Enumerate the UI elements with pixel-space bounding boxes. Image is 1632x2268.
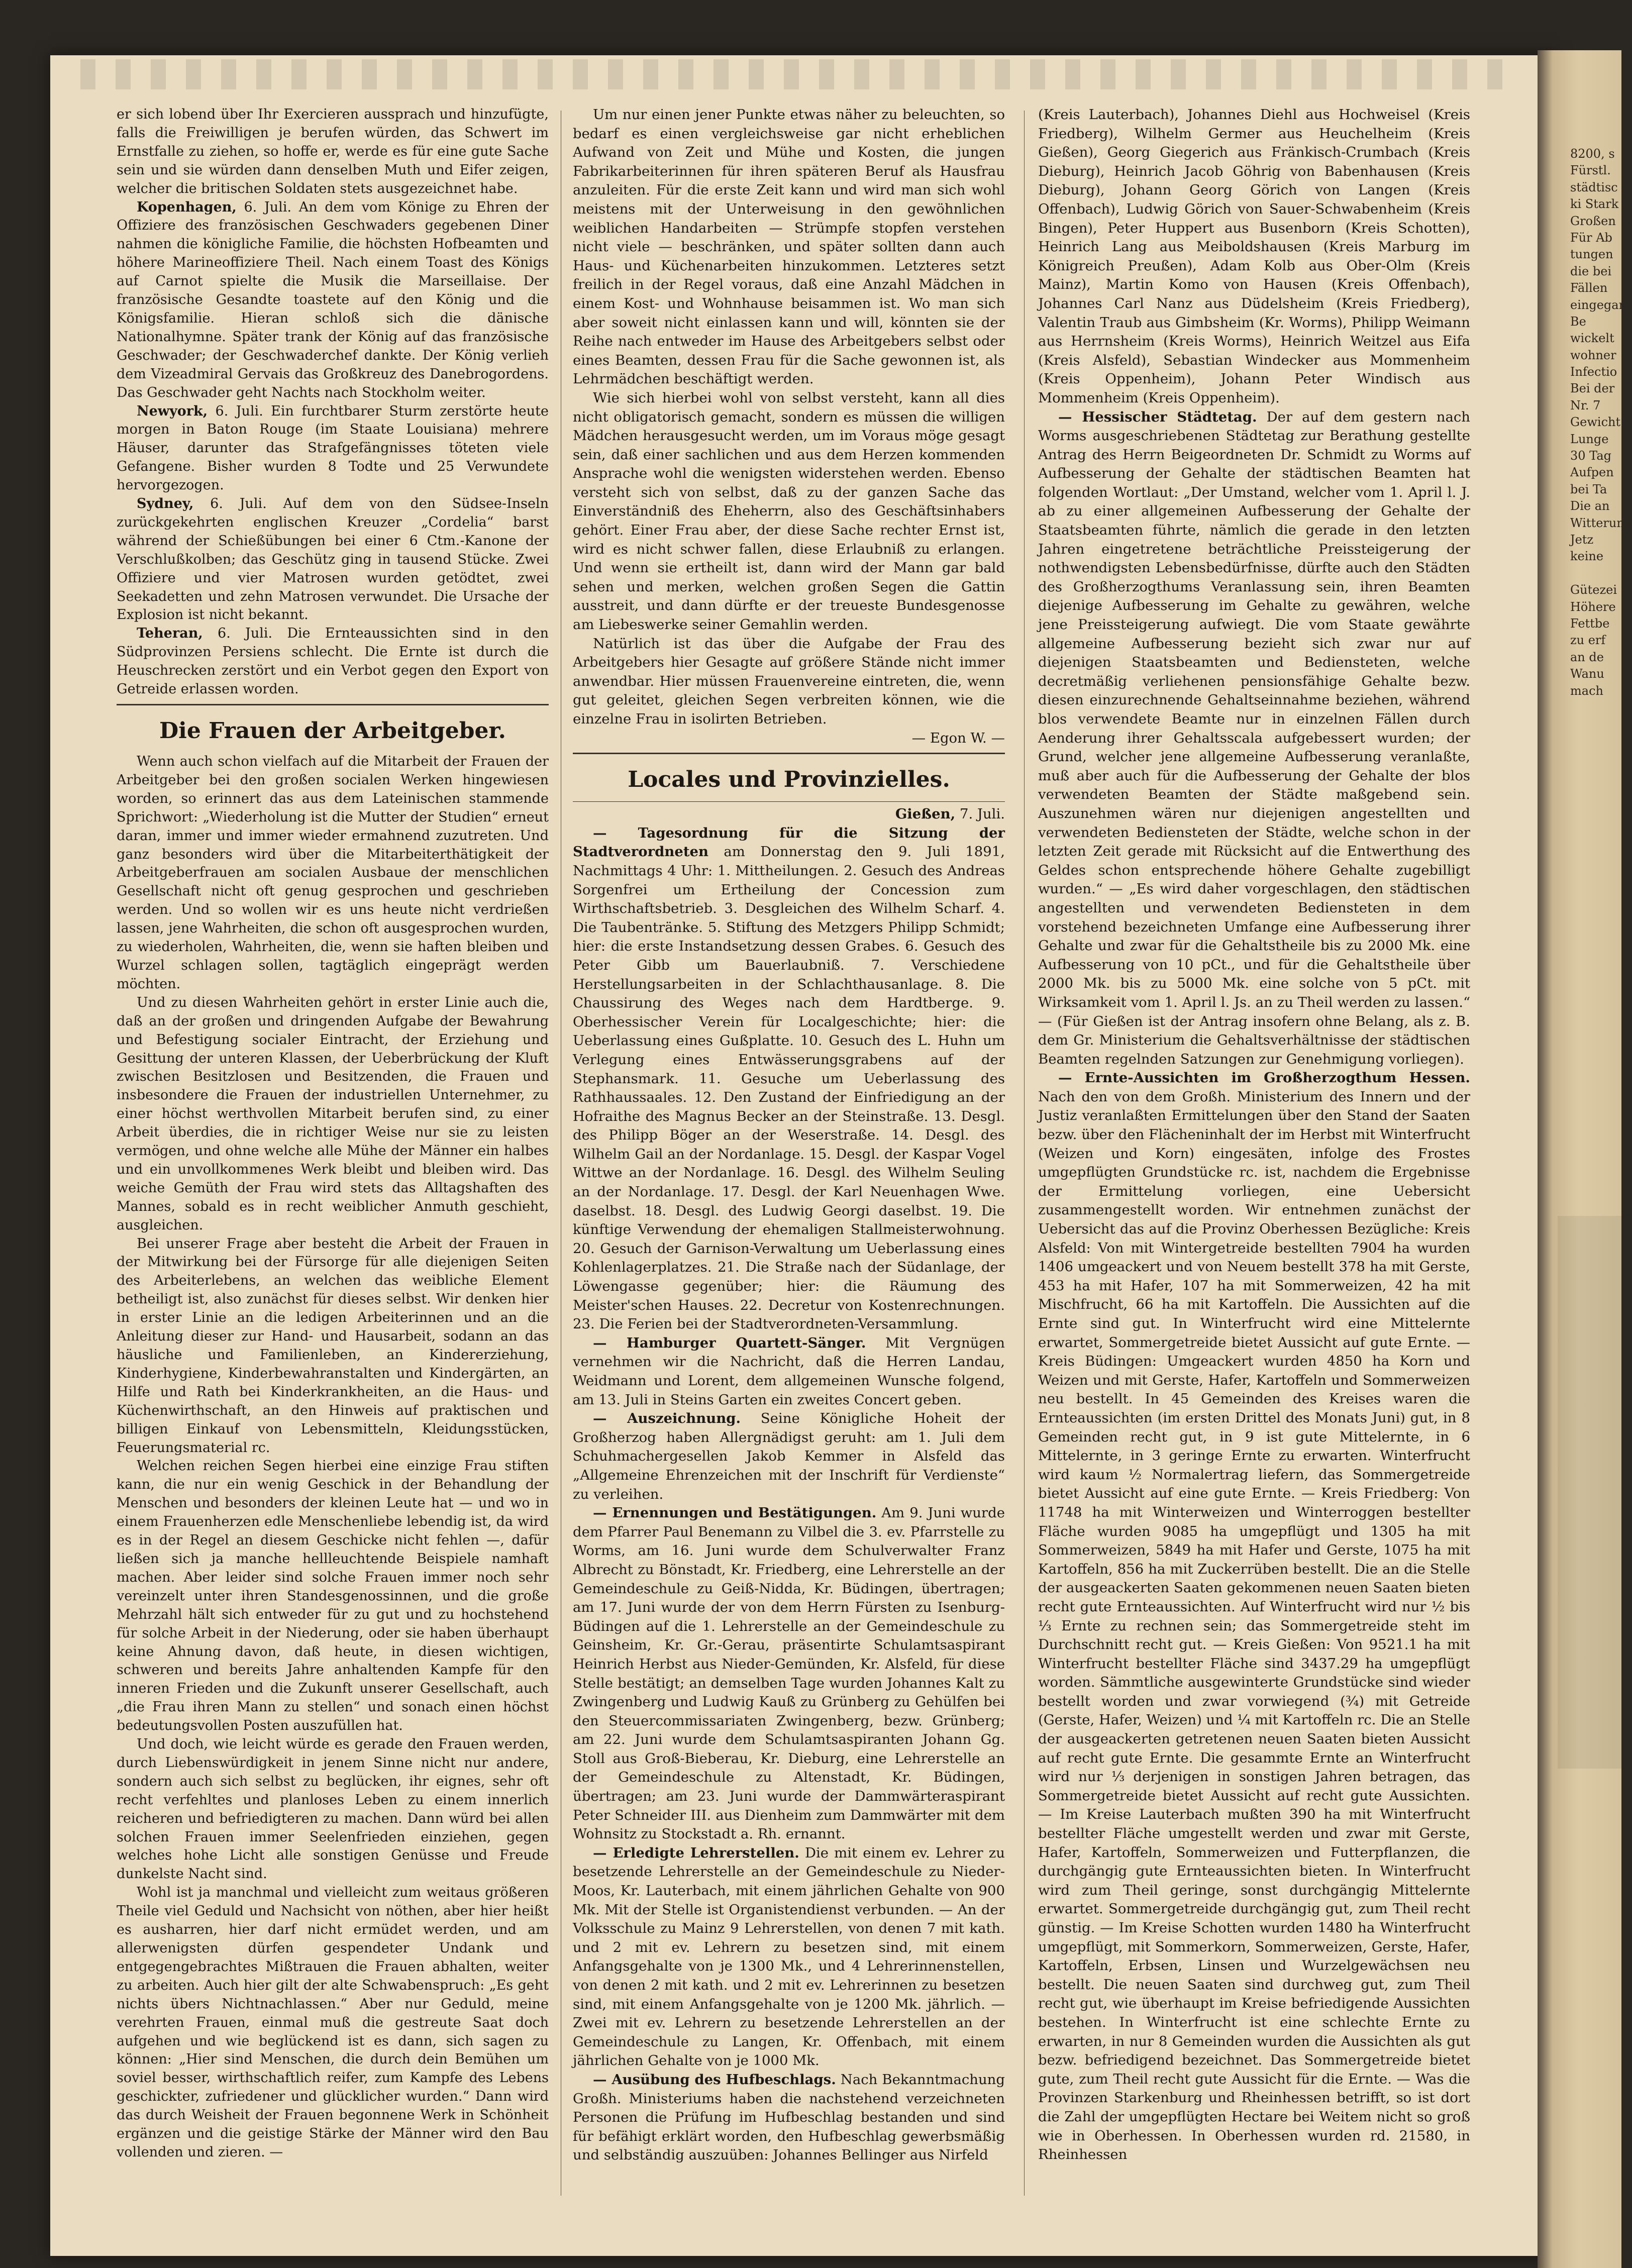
column-1 bbox=[117, 106, 549, 2162]
column-rule-2 bbox=[1024, 111, 1025, 2196]
edge-line: 8200, s bbox=[1570, 147, 1615, 161]
paragraph: Natürlich ist das über die Aufgabe der Frau des Arbeitgebers hier Gesagte auf größere Stände nicht immer anwendbar. Hier müssen Frauenvereine eintreten, die, wenn gut geleitet, gleichen Segen verbreiten können, wie die einzelne Frau in isolirten Betrieben. bbox=[573, 635, 1005, 727]
news-quartett: — Hamburger Quartett-Sänger. Mit Vergnügen vernehmen wir die Nachricht, daß die Herren Landau, Weidmann und Lorent, dem allgemeinen Wunsche folgend, am 13. Juli in Steins Garten ein zweites Concert geben. bbox=[573, 1334, 1005, 1408]
paragraph: Wenn auch schon vielfach auf die Mitarbeit der Frauen der Arbeitgeber bei den großen socialen Werken hingewiesen worden, so erinnert das aus dem Lateinischen stammende Sprichwort: „Wiederholung ist die Mutter der Studien“ erneut daran, immer und immer wieder ermahnend zuzutreten. Und ganz besonders wird über die Mitarbeiterthätigkeit der Arbeitgeberfrauen am socialen Ausbaue der menschlichen Gesellschaft nicht oft genug gesprochen und geschrieben werden. Und so wollen wir es uns heute nicht verdrießen lassen, jene Wahrheiten, die schon oft ausgesprochen wurden, zu wiederholen, Wahrheiten, die, wenn sie haften bleiben und Wurzel schlagen sollen, tagtäglich eingeprägt werden möchten. bbox=[117, 754, 549, 992]
news-staedtetag: — Hessischer Städtetag. Der auf dem gestern nach Worms ausgeschriebenen Städtetag zur Berathung gestellte Antrag des Herrn Beigeordneten Dr. Schmidt zu Worms auf Aufbesserung der Gehalte der städtischen Beamten hat folgenden Wortlaut: „Der Umstand, welcher vom 1. April l. J. ab zu einer allgemeinen Aufbesserung der Gehalte der Staatsbeamten führte, nämlich die gerade in den letzten Jahren eingetretene beträchtliche Preissteigerung der nothwendigsten Lebensbedürfnisse, dürfte auch den Städten des Großherzogthums Veranlassung sein, ihren Beamten diejenige Aufbesserung im Gehalte zu gewähren, welche jene Preissteigerung aufwiegt. Die vom Staate gewährte allgemeine Aufbesserung bezieht sich zwar nur auf diejenigen Staatsbeamten und Bediensteten, welche decretmäßig verliehenen pensionsfähige Gehalte bezw. diesen einzurechnende Gehaltseinnahme beziehen, während blos verwendete Beamte nur in einzelnen Fällen durch Aenderung ihrer Gehaltsscala aufgebessert wurden; der Grund, welcher jene allgemeine Aufbesserung veranlaßte, muß aber auch für die Aufbesserung der Gehalte der blos verwendeten Beamten der Städte maßgebend sein. Auszunehmen wären nur diejenigen angestellten und verwendeten Bediensteten der Städte, welche schon in der letzten Zeit gerade mit Rücksicht auf die Entwerthung des Geldes schon entsprechende höhere Gehalte zugebilligt wurden.“ — „Es wird daher vorgeschlagen, den städtischen angestellten und verwendeten Bediensteten in dem vorstehend bezeichneten Umfange eine Aufbesserung ihrer Gehalte und zwar für die Gehaltstheile bis zu 2000 Mk. eine Aufbesserung von 10 pCt., und für die Gehaltstheile über 2000 Mk. bis zu 5000 Mk. eine solche von 5 pCt. mit Wirksamkeit vom 1. April l. Js. an zu Theil werden zu lassen.“ — (Für Gießen ist der Antrag insofern ohne Belang, als z. B. dem Gr. Ministerium die Gehaltsverhältnisse der städtischen Beamten regelnden Satzungen zur Genehmigung vorliegen). bbox=[1038, 408, 1470, 1067]
edge-line: die bei bbox=[1570, 264, 1612, 278]
edge-line: Fällen bbox=[1570, 281, 1608, 295]
edge-line: Die an bbox=[1570, 499, 1610, 513]
paragraph: (Kreis Lauterbach), Johannes Diehl aus Hochweisel (Kreis Friedberg), Wilhelm Germer aus Heuchelheim (Kreis Gießen), Georg Giegerich aus Fränkisch-Crumbach (Kreis Dieburg), Heinrich Jacob Göhrig von Babenhausen (Kreis Dieburg), Johann Georg Görich von Langen (Kreis Offenbach), Ludwig Görich von Sauer-Schwabenheim (Kreis Bingen), Peter Huppert aus Busenborn (Kreis Schotten), Heinrich Lang aus Meiboldshausen (Kreis Marburg im Königreich Preußen), Adam Kolb aus Ober-Olm (Kreis Mainz), Martin Komo von Hausen (Kreis Offenbach), Johannes Carl Nanz aus Düdelsheim (Kreis Friedberg), Valentin Traub aus Gimbsheim (Kr. Worms), Philipp Weimann aus Herrnsheim (Kreis Worms), Heinrich Weitzel aus Eifa (Kreis Alsfeld), Sebastian Windecker aus Mommenheim (Kreis Oppenheim), Johann Peter Windisch aus Mommenheim (Kreis Oppenheim). bbox=[1038, 107, 1470, 406]
column-2 bbox=[573, 106, 1005, 2165]
paragraph: Wohl ist ja manchmal und vielleicht zum weitaus größeren Theile viel Geduld und Nachsicht von nöthen, aber hier heißt es ausharren, hier darf nicht ermüdet werden, und am allerwenigsten dürfen gespendeter Undank und entgegengebrachtes Mißtrauen die Frauen abhalten, weiter zu arbeiten. Auch hier gilt der alte Schwabenspruch: „Es geht nichts übers Nichtnachlassen.“ Aber nur Geduld, meine verehrten Frauen, einmal muß die gestreute Saat doch aufgehen und wie beglückend ist es dann, sich sagen zu können: „Hier sind Menschen, die durch dein Bemühen um soviel besser, wirthschaftlich reifer, zum Kampfe des Lebens geschickter, zufriedener und glücklicher wurden.“ Dann wird das durch Weisheit der Frauen begonnene Werk in Schönheit ergänzen und die geistige Stärke der Männer wird den Bau vollenden und zieren. — bbox=[117, 1885, 549, 2160]
edge-line: Gütezei bbox=[1570, 583, 1617, 597]
edge-line: bei Ta bbox=[1570, 482, 1607, 496]
edge-line: Be bbox=[1570, 314, 1586, 329]
edge-line: wohner bbox=[1570, 348, 1616, 362]
edge-line: keine bbox=[1570, 549, 1604, 564]
edge-line: Fürstl. bbox=[1570, 163, 1611, 178]
news-auszeichnung: — Auszeichnung. Seine Königliche Hoheit der Großherzog haben Allergnädigst geruht: am 1. Juli dem Schuhmachergesellen Jakob Kemmer in Alsfeld das „Allgemeine Ehrenzeichen mit der Inschrift für Verdienste“ zu verleihen. bbox=[573, 1410, 1005, 1502]
edge-line: eingegan bbox=[1570, 297, 1627, 312]
edge-line: Bei der bbox=[1570, 381, 1615, 396]
dateline: Gießen, 7. Juli. bbox=[895, 806, 1005, 822]
edge-line: Aufpen bbox=[1570, 465, 1614, 480]
paragraph: Und zu diesen Wahrheiten gehört in erster Linie auch die, daß an der großen und dringenden Aufgabe der Bewahrung und Befestigung socialer Eintracht, der Erziehung und Gesittung der unteren Klassen, der Ueberbrückung der Kluft zwischen Besitzlosen und Besitzenden, die Frauen und insbesondere die Frauen der industriellen Unternehmer, zu einer höchst werthvollen Mitarbeit berufen sind, zu einer Arbeit überdies, die in richtiger Weise nur sie zu leisten vermögen, und ohne welche alle Mühe der Männer ein halbes und ein unvollkommenes Werk bleibt und bleiben wird. Das weiche Gemüth der Frau wird stets das Alltagshaften des Mannes, sobald es in recht weiblicher Anmuth geschieht, ausgleichen. bbox=[117, 994, 549, 1233]
adjacent-page-fragments bbox=[1570, 146, 1632, 699]
edge-line: Infectio bbox=[1570, 365, 1617, 379]
news-tagesordnung: — Tagesordnung für die Sitzung der Stadtverordneten am Donnerstag den 9. Juli 1891, Nachmittags 4 Uhr: 1. Mittheilungen. 2. Gesuch des Andreas Sorgenfrei um Ertheilung der Concession zum Wirthschaftsbetrieb. 3. Desgleichen des Wilhelm Scharf. 4. Die Taubentränke. 5. Stiftung des Metzgers Philipp Schmidt; hier: die erste Instandsetzung dessen Grabes. 6. Gesuch des Peter Gibb um Bauerlaubniß. 7. Verschiedene Herstellungsarbeiten in der Schlachthausanlage. 8. Die Chaussirung des Weges nach dem Hardtberge. 9. Oberhessischer Verein für Localgeschichte; hier: die Ueberlassung eines Gußplatte. 10. Gesuch des L. Huhn um Verlegung eines Entwässerungsgrabens auf der Stephansmark. 11. Gesuche um Ueberlassung des Rathhaussaales. 12. Den Zustand der Einfriedigung an der Hofraithe des Magnus Becker an der Steinstraße. 13. Desgl. des Philipp Böger an der Weserstraße. 14. Desgl. des Wilhelm Gail an der Nordanlage. 15. Desgl. der Kaspar Vogel Wittwe an der Nordanlage. 16. Desgl. des Wilhelm Seuling an der Nordanlage. 17. Desgl. der Karl Neuenhagen Wwe. daselbst. 18. Desgl. des Ludwig Georgi daselbst. 19. Die künftige Verwendung der ehemaligen Stallmeisterwohnung. 20. Gesuch der Garnison-Verwaltung um Ueberlassung eines Kohlenlagerplatzes. 21. Die Straße nach der Südanlage, der Löwengasse gegenüber; hier: die Räumung des Meister'schen Hauses. 22. Decretur von Kostenrechnungen. 23. Die Ferien bei der Stadtverordneten-Versammlung. bbox=[573, 824, 1005, 1332]
column-3 bbox=[1038, 106, 1470, 2164]
section-heading-locales: Locales und Provinzielles. bbox=[628, 767, 950, 793]
edge-line: Höhere bbox=[1570, 599, 1616, 614]
news-hufbeschlag: — Ausübung des Hufbeschlags. Nach Bekanntmachung Großh. Ministeriums haben die nachstehend verzeichneten Personen die Prüfung im Hufbeschlag bestanden und sind für befähigt erklärt worden, den Hufbeschlag gewerbsmäßig und selbständig auszuüben: Johannes Bellinger aus Nirfeld bbox=[573, 2071, 1005, 2163]
edge-line: Wanu bbox=[1570, 667, 1604, 681]
edge-line: Nr. 7 bbox=[1570, 398, 1601, 413]
article-heading-frauen: Die Frauen der Arbeitgeber. bbox=[159, 718, 506, 744]
news-newyork: Newyork, 6. Juli. Ein furchtbarer Sturm zerstörte heute morgen in Baton Rouge (im Staate Louisiana) mehrere Häuser, darunter das Strafgefängnisses töteten viele Gefangene. Bisher wurden 8 Todte und 25 Verwundete hervorgezogen. bbox=[117, 403, 549, 493]
paragraph: Wie sich hierbei wohl von selbst versteht, kann all dies nicht obligatorisch gemacht, sondern es müssen die willigen Mädchen herausgesucht werden, um im Voraus möge gesagt sein, daß einer sachlichen und aus dem Herzen kommenden Ansprache wohl die wenigsten widerstehen werden. Ebenso versteht sich von selbst, daß zu der ganzen Sache das Einverständniß des Eheherrn, also des Geschäftsinhabers gehört. Einer Frau aber, der diese Sache rechter Ernst ist, wird es nicht schwer fallen, diese Erlaubniß zu erlangen. Und wenn sie ertheilt ist, dann wird der Mann gar bald sehen und merken, welchen großen Segen die Gattin ausstreit, und dann dürfte er der treueste Bundesgenosse am Liebeswerke seiner Gemahlin werden. bbox=[573, 389, 1005, 633]
edge-line: ki Stark bbox=[1570, 197, 1619, 212]
faded-header bbox=[80, 59, 1522, 89]
edge-line: Witterung bbox=[1570, 516, 1632, 530]
news-copenhagen: Kopenhagen, 6. Juli. An dem vom Könige zu Ehren der Offiziere des französischen Geschwaders gegebenen Diner nahmen die königliche Familie, die höchsten Hofbeamten und höhere Marineoffiziere Theil. Nach einem Toast des Königs auf Carnot spielte die Musik die Marseillaise. Der französische Gesandte toastete auf den König und die Königsfamilie. Hieran schloß sich die dänische Nationalhymne. Später trank der König auf das französische Geschwader; der Geschwaderchef dankte. Der König verlieh dem Vizeadmiral Gervais das Großkreuz des Danebrogordens. Das Geschwader geht Nachts nach Stockholm weiter. bbox=[117, 199, 549, 400]
edge-line: wickelt bbox=[1570, 331, 1614, 346]
paragraph: Um nur einen jener Punkte etwas näher zu beleuchten, so bedarf es einen vergleichsweise gar nicht erheblichen Aufwand von Zeit und Mühe und Kosten, die jungen Fabrikarbeiterinnen für ihren späteren Beruf als Hausfrau anzuleiten. Für die erste Zeit kann und wird man sich wohl meistens mit der Unterweisung in den gewöhnlichen weiblichen Handarbeiten — Strümpfe stopfen verstehen nicht viele — beschränken, und später sollten dann auch Haus- und Küchenarbeiten hinzukommen. Letzteres setzt freilich in der Regel voraus, daß eine Anzahl Mädchen in einem Kost- und Wohnhause beisammen ist. Wo man sich aber soweit nicht einlassen kann und will, könnten sie der Reihe nach entweder im Hause des Arbeitgebers selbst oder eines Beamten, dessen Frau für die Sache gewonnen ist, als Lehrmädchen beschäftigt werden. bbox=[573, 107, 1005, 387]
news-teheran: Teheran, 6. Juli. Die Ernteaussichten sind in den Südprovinzen Persiens schlecht. Die Ernte ist durch die Heuschrecken zerstört und ein Verbot gegen den Export von Getreide erlassen worden. bbox=[117, 626, 549, 697]
edge-line: Großen bbox=[1570, 214, 1616, 228]
article-continuation: er sich lobend über Ihr Exercieren aussprach und hinzufügte, falls die Freiwilligen je berufen würden, das Schwert im Ernstfalle zu ziehen, so hoffe er, werde es für eine gute Sache sein und sie würden dann denselben Muth und Eifer zeigen, welcher die britischen Soldaten stets ausgezeichnet habe. bbox=[117, 107, 549, 196]
news-lehrerstellen: — Erledigte Lehrerstellen. Die mit einem ev. Lehrer zu besetzende Lehrerstelle an der Gemeindeschule zu Nieder-Moos, Kr. Lauterbach, mit einem jährlichen Gehalte von 900 Mk. Mit der Stelle ist Organistendienst verbunden. — An der Volksschule zu Mainz 9 Lehrerstellen, von denen 7 mit kath. und 2 mit ev. Lehrern zu besetzen sind, mit einem Anfangsgehalte von je 1300 Mk., und 4 Lehrerinnenstellen, von denen 2 mit kath. und 2 mit ev. Lehrerinnen zu besetzen sind, mit einem Anfangsgehalte von je 1200 Mk. jährlich. — Zwei mit ev. Lehrern zu besetzende Lehrerstellen an der Gemeindeschule zu Langen, Kr. Offenbach, mit einem jährlichen Gehalte von je 1000 Mk. bbox=[573, 1844, 1005, 2069]
edge-line: tungen bbox=[1570, 247, 1613, 262]
news-ernteaussichten: — Ernte-Aussichten im Großherzogthum Hessen. Nach den von dem Großh. Ministerium des Innern und der Justiz veranlaßten Ermittelungen über den Stand der Saaten bezw. über den Flächeninhalt der im Herbst mit Winterfrucht (Weizen und Korn) eingesäten, infolge des Frostes umgepflügten Grundstücke rc. ist, nachdem die Ergebnisse der Ermittelung vorliegen, eine Uebersicht zusammengestellt worden. Wir entnehmen zunächst der Uebersicht das auf die Provinz Oberhessen Bezügliche: Kreis Alsfeld: Von mit Wintergetreide bestellten 7904 ha wurden 1406 umgeackert und von Neuem bestellt 378 ha mit Gerste, 453 ha mit Hafer, 107 ha mit Sommerweizen, 42 ha mit Mischfrucht, 66 ha mit Kartoffeln. Die Aussichten auf die Ernte sind gut. In Winterfrucht wird eine Mittelernte erwartet, Sommergetreide bietet Aussicht auf gute Ernte. — Kreis Büdingen: Umgeackert wurden 4850 ha Korn und Weizen und mit Gerste, Hafer, Kartoffeln und Sommerweizen neu bestellt. In 45 Gemeinden des Kreises waren die Ernteaussichten (im ersten Drittel des Monats Juni) gut, in 8 Gemeinden recht gut, in 9 ist gute Mittelernte, in 6 Mittelernte, in 3 geringe Ernte zu erwarten. Winterfrucht wird kaum ½ Normalertrag liefern, das Sommergetreide bietet Aussicht auf eine gute Ernte. — Kreis Friedberg: Von 11748 ha mit Winterweizen und Winterroggen bestellter Fläche wurden 9085 ha umgepflügt und 1305 ha mit Sommerweizen, 5849 ha mit Hafer und Gerste, 1075 ha mit Kartoffeln, 856 ha mit Zuckerrüben bestellt. Die an die Stelle der ausgeackerten Saaten gekommenen neuen Saaten bieten recht gute Ernteaussichten. Auf Winterfrucht wird nur ½ bis ⅓ Ernte zu rechnen sein; das Sommergetreide steht im Durchschnitt recht gut. — Kreis Gießen: Von 9521.1 ha mit Winterfrucht bestellter Fläche sind 3437.29 ha umgepflügt worden. Sämmtliche ausgewinterte Grundstücke sind wieder bestellt worden und zwar vorwiegend (¾) mit Getreide (Gerste, Hafer, Weizen) und ¼ mit Kartoffeln rc. Die an Stelle der ausgeackerten getretenen neuen Saaten bieten Aussicht auf recht gute Ernte. Die gesammte Ernte an Winterfrucht wird nur ⅓ derjenigen in sonstigen Jahren betragen, das Sommergetreide bietet Aussicht auf recht gute Aussichten. — Im Kreise Lauterbach mußten 390 ha mit Winterfrucht bestellter Fläche umgestellt werden und zwar mit Gerste, Hafer, Kartoffeln, Sommerweizen und Futterpflanzen, die durchgängig gute Ernteaussichten bieten. In Winterfrucht wird zum Theil geringe, sonst durchgängig Mittelernte erwartet. Sommergetreide durchgängig gut, zum Theil recht günstig. — Im Kreise Schotten wurden 1480 ha Winterfrucht umgepflügt, mit Sommerkorn, Sommerweizen, Gerste, Hafer, Kartoffeln, Erbsen, Linsen und Wurzelgewächsen neu bestellt. Die neuen Saaten sind durchweg gut, zum Theil recht gut, wie überhaupt im Kreise befriedigende Aussichten bestehen. In Winterfrucht ist eine schlechte Ernte zu erwarten, in nur 8 Gemeinden wurden die Aussichten als gut bezw. befriedigend bezeichnet. Das Sommergetreide bietet gute, zum Theil recht gute Aussicht für die Ernte. — Was die Provinzen Starkenburg und Rheinhessen betrifft, so ist dort die Zahl der umgepflügten Hectare bei Weitem nicht so groß wie in Oberhessen. In Oberhessen wurden rd. 21580, in Rheinhessen bbox=[1038, 1070, 1470, 2163]
edge-line: Für Ab bbox=[1570, 230, 1612, 245]
edge-line: mach bbox=[1570, 683, 1603, 698]
news-ernennungen: — Ernennungen und Bestätigungen. Am 9. Juni wurde dem Pfarrer Paul Benemann zu Vilbel die 3. ev. Pfarrstelle zu Worms, am 16. Juni wurde dem Schulverwalter Franz Albrecht zu Bönstadt, Kr. Friedberg, eine Lehrerstelle an der Gemeindeschule zu Geiß-Nidda, Kr. Büdingen, übertragen; am 17. Juni wurde der von dem Herrn Fürsten zu Isenburg-Büdingen auf die 1. Lehrerstelle an der Gemeindeschule zu Geinsheim, Kr. Gr.-Gerau, präsentirte Schulamtsaspirant Heinrich Herbst aus Nieder-Gemünden, Kr. Alsfeld, für diese Stelle bestätigt; an demselben Tage wurden Johannes Kalt zu Zwingenberg und Ludwig Kauß zu Grünberg zu Gehülfen bei den Steuercommissariaten Zwingenberg, bezw. Grünberg; am 22. Juni wurde dem Schulamtsaspiranten Johann Gg. Stoll aus Groß-Bieberau, Kr. Dieburg, eine Lehrerstelle an der Gemeindeschule zu Altenstadt, Kr. Büdingen, übertragen; am 23. Juni wurde der Dammwärteraspirant Peter Schneider III. aus Dienheim zum Dammwärter mit dem Wohnsitz zu Stockstadt a. Rh. ernannt. bbox=[573, 1505, 1005, 1842]
edge-line: Gewicht bbox=[1570, 415, 1621, 430]
paragraph: Bei unserer Frage aber besteht die Arbeit der Frauen in der Mitwirkung bei der Fürsorge für alle diejenigen Seiten des Arbeiterlebens, an welchen das weibliche Element betheiligt ist, also zunächst für dieses selbst. Wir denken hier in erster Linie an die ledigen Arbeiterinnen und an die Anleitung dieser zur Hand- und Hausarbeit, sodann an das häusliche und Familienleben, an Kindererziehung, Kinderhygiene, Kinderbewahranstalten und Kindergärten, an Hilfe und Rath bei Kinderkrankheiten, an die Haus- und Küchenwirthschaft, an den Hinweis auf praktischen und billigen Einkauf von Lebensmitteln, Kleidungsstücken, Feuerungsmaterial rc. bbox=[117, 1235, 549, 1456]
edge-line: Lunge bbox=[1570, 432, 1609, 446]
edge-line: städtisc bbox=[1570, 180, 1618, 194]
author-signature: — Egon W. — bbox=[911, 730, 1005, 746]
edge-line: an de bbox=[1570, 650, 1604, 664]
paragraph: Welchen reichen Segen hierbei eine einzige Frau stiften kann, die nur ein wenig Geschick in der Behandlung der Menschen und besonders der kleinen Leute hat — und wo in einem Frauenherzen edle Menschenliebe lebendig ist, da wird es in der Regel an diesem Geschicke nicht fehlen —, dafür ließen sich ja manche hellleuchtende Beispiele namhaft machen. Aber leider sind solche Frauen immer noch sehr vereinzelt unter ihren Standesgenossinnen, und die große Mehrzahl hält sich entweder für zu gut und zu hochstehend für solche Arbeit in der Niederung, oder sie haben überhaupt keine Ahnung davon, daß heute, in diesen wichtigen, schweren und bereits Jahre anhaltenden Kampfe für den inneren Frieden und die Zukunft unserer Gesellschaft, auch „die Frau ihren Mann zu stellen“ und sonach einen höchst bedeutungsvollen Posten auszufüllen hat. bbox=[117, 1458, 549, 1734]
news-sydney: Sydney, 6. Juli. Auf dem von den Südsee-Inseln zurückgekehrten englischen Kreuzer „Cordelia“ barst während der Schießübungen bei einer 6 Ctm.-Kanone der Verschlußkolben; das Geschütz ging in tausend Stücke. Zwei Offiziere und vier Matrosen wurden getödtet, zwei Seekadetten und zehn Matrosen verwundet. Die Ursache der Explosion ist nicht bekannt. bbox=[117, 496, 549, 623]
edge-line: zu erf bbox=[1570, 633, 1606, 648]
edge-line bbox=[1570, 565, 1620, 582]
paragraph: Und doch, wie leicht würde es gerade den Frauen werden, durch Liebenswürdigkeit in jenem Sinne nicht nur andere, sondern auch sich selbst zu beglücken, ihr eignes, sehr oft recht verfehltes und planloses Leben zu einem innerlich reicheren und befriedigteren zu machen. Dann würd bei allen solchen Frauen immer Seelenfrieden einziehen, gegen welches hohe Licht alle sonstigen Genüsse und Freude dunkelste Nacht sind. bbox=[117, 1736, 549, 1882]
edge-line: Jetz bbox=[1570, 532, 1594, 547]
edge-line: Fettbe bbox=[1570, 616, 1610, 631]
edge-line: 30 Tag bbox=[1570, 449, 1611, 463]
